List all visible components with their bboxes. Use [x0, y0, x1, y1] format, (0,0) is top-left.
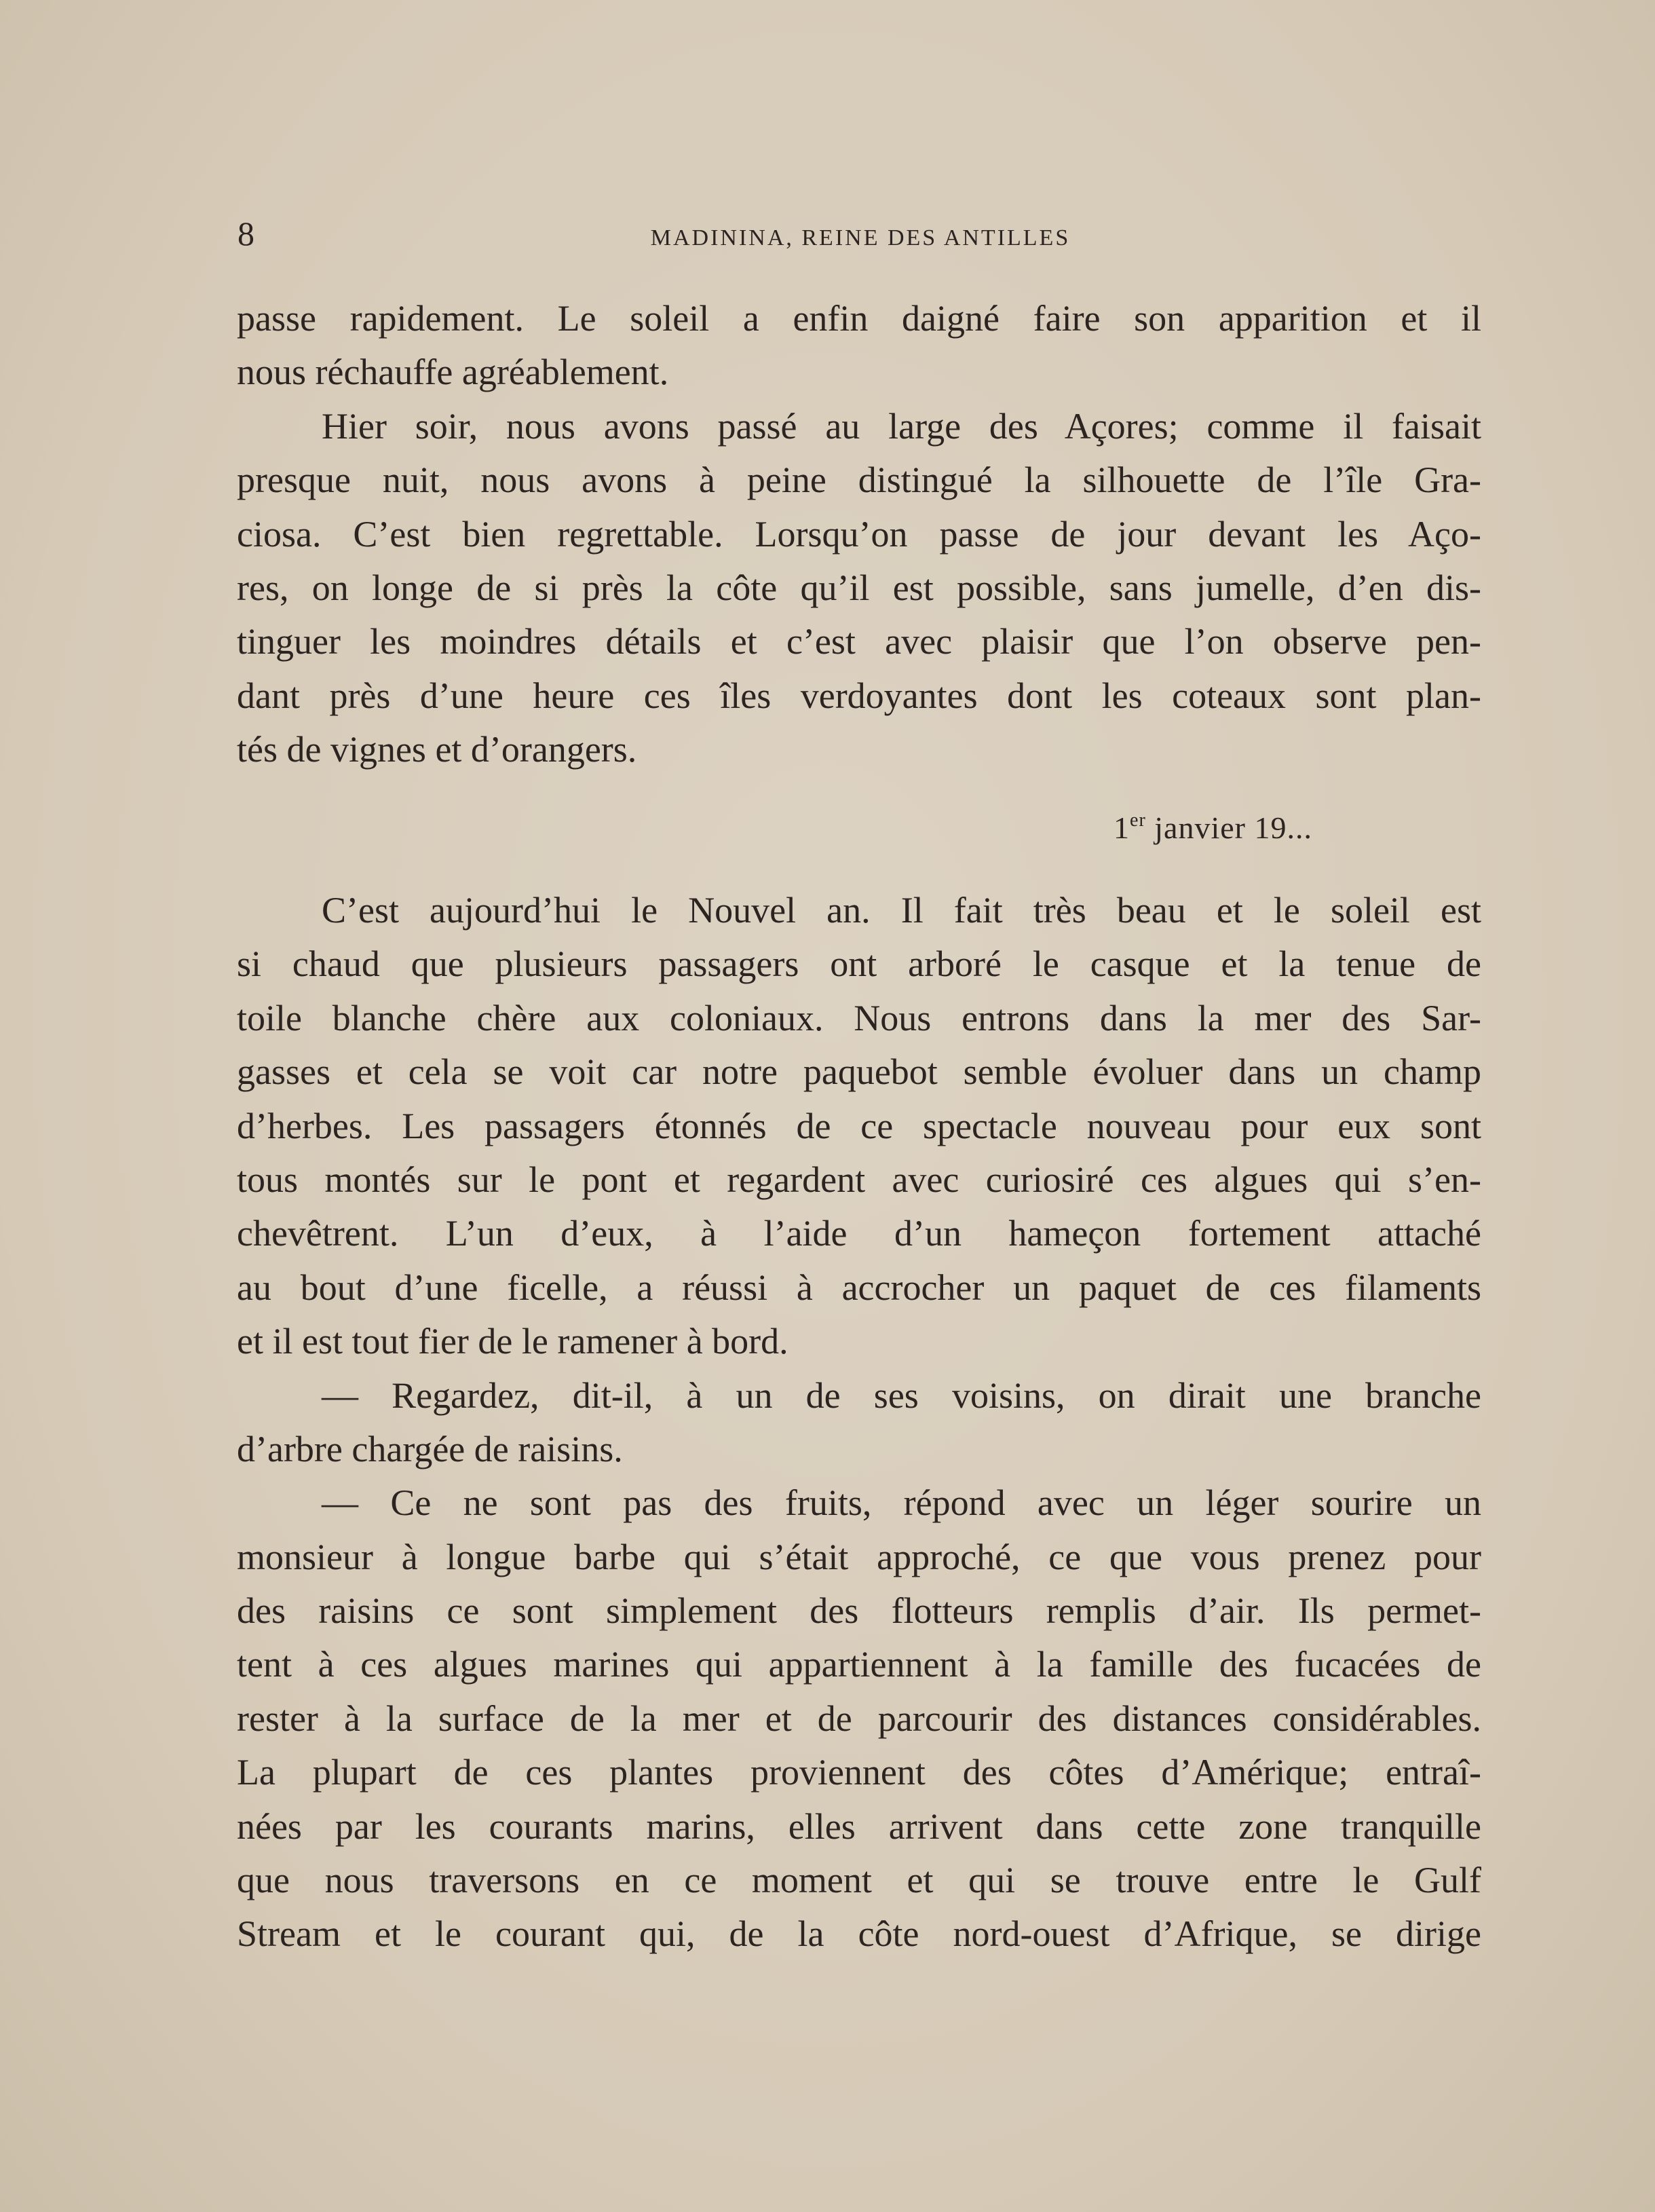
date-ordinal: er: [1130, 810, 1146, 831]
text-line: des raisins ce sont simplement des flotteurs remplis d’air. Ils permet-: [237, 1590, 1481, 1632]
text-line: d’arbre chargée de raisins.: [237, 1428, 623, 1469]
running-title: MADININA, REINE DES ANTILLES: [650, 225, 1071, 250]
text-line: toile blanche chère aux coloniaux. Nous entrons dans la mer des Sar-: [237, 997, 1481, 1038]
text-line: C’est aujourd’hui le Nouvel an. Il fait très beau et le soleil est: [322, 890, 1481, 931]
text-line: tinguer les moindres détails et c’est avec plaisir que l’on observe pen-: [237, 621, 1481, 662]
text-line: Stream et le courant qui, de la côte nord-ouest d’Afrique, se dirige: [237, 1913, 1481, 1955]
date-rest: janvier 19...: [1145, 810, 1312, 845]
text-block-top: [237, 292, 1481, 777]
text-line: chevêtrent. L’un d’eux, à l’aide d’un hameçon fortement attaché: [237, 1213, 1481, 1254]
text-line: nous réchauffe agréablement.: [237, 352, 669, 393]
text-line: res, on longe de si près la côte qu’il est possible, sans jumelle, d’en dis-: [237, 567, 1481, 608]
text-line: gasses et cela se voit car notre paquebot semble évoluer dans un champ: [237, 1051, 1481, 1093]
text-line: monsieur à longue barbe qui s’était approché, ce que vous prenez pour: [237, 1536, 1481, 1577]
text-line: d’herbes. Les passagers étonnés de ce spectacle nouveau pour eux sont: [237, 1105, 1481, 1146]
text-block-bottom: [237, 884, 1481, 1962]
text-line: tent à ces algues marines qui appartiennent à la famille des fucacées de: [237, 1644, 1481, 1685]
text-line: tous montés sur le pont et regardent avec curiosiré ces algues qui s’en-: [237, 1159, 1481, 1200]
text-line: La plupart de ces plantes proviennent des côtes d’Amérique; entraî-: [237, 1752, 1481, 1793]
text-line: rester à la surface de la mer et de parcourir des distances considérables.: [237, 1698, 1481, 1739]
text-line: nées par les courants marins, elles arrivent dans cette zone tranquille: [237, 1805, 1481, 1847]
page-number: 8: [237, 214, 254, 252]
text-line: si chaud que plusieurs passagers ont arboré le casque et la tenue de: [237, 943, 1481, 985]
text-line: que nous traversons en ce moment et qui se trouve entre le Gulf: [237, 1860, 1481, 1901]
text-line: — Regardez, dit-il, à un de ses voisins, on dirait une branche: [322, 1374, 1481, 1416]
text-line: — Ce ne sont pas des fruits, répond avec un léger sourire un: [322, 1482, 1481, 1524]
text-line: au bout d’une ficelle, a réussi à accrocher un paquet de ces filaments: [237, 1267, 1481, 1308]
text-line: Hier soir, nous avons passé au large des Açores; comme il faisait: [322, 405, 1481, 447]
text-line: et il est tout fier de le ramener à bord.: [237, 1321, 788, 1362]
date-heading: [1114, 801, 1312, 855]
text-line: ciosa. C’est bien regrettable. Lorsqu’on passe de jour devant les Aço-: [237, 513, 1481, 555]
text-line: passe rapidement. Le soleil a enfin daigné faire son apparition et il: [237, 298, 1481, 339]
date-day: 1: [1114, 810, 1130, 845]
text-line: dant près d’une heure ces îles verdoyantes dont les coteaux sont plan-: [237, 675, 1481, 716]
text-line: presque nuit, nous avons à peine distingué la silhouette de l’île Gra-: [237, 460, 1481, 501]
text-line: tés de vignes et d’orangers.: [237, 729, 637, 770]
